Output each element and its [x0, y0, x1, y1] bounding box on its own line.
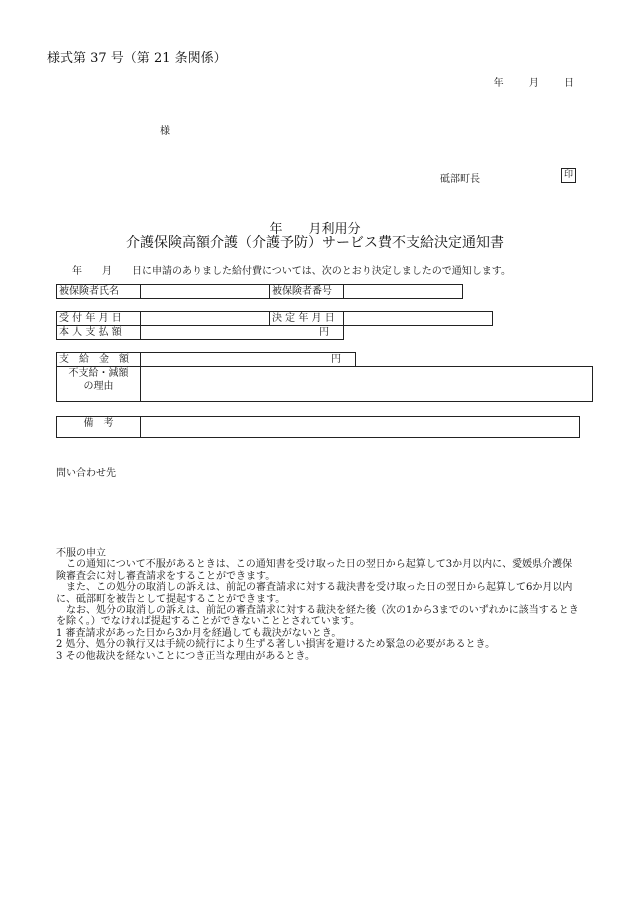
page-title: 介護保険高額介護（介護予防）サービス費不支給決定通知書	[126, 235, 504, 251]
addressee-suffix: 様	[160, 126, 170, 137]
intro-text: 年 月 日に申請のありました給付費については、次のとおり決定しましたので通知します。	[72, 266, 511, 277]
reason-label	[57, 367, 141, 402]
remarks-value	[141, 417, 580, 438]
dates-table	[56, 311, 493, 340]
insured-table	[56, 284, 463, 299]
appeal-paragraph-2: また、この処分の取消しの訴えは、前記の審査請求に対する裁決書を受け取った日の翌日から起算して6か月以内に、砥部町を被告として提起することができます。	[56, 582, 573, 605]
self-payment-blank	[344, 326, 493, 340]
appeal-item-3: 3 その他裁決を経ないことにつき正当な理由があるとき。	[56, 650, 315, 662]
payment-table	[56, 352, 593, 402]
remarks-label: 備 考	[57, 417, 141, 438]
reason-label-line1: 不支給・減額	[68, 368, 129, 379]
inquiry-label: 問い合わせ先	[56, 468, 116, 479]
insured-number-value	[344, 285, 463, 299]
insured-name-label: 被保険者氏名	[57, 285, 141, 299]
appeal-section	[56, 548, 580, 662]
receipt-date-value	[141, 312, 270, 326]
date-month: 月	[528, 78, 539, 89]
insured-name-value	[141, 285, 270, 299]
receipt-date-label: 受 付 年 月 日	[57, 312, 141, 326]
reason-value	[141, 367, 593, 402]
seal-mark: 印	[561, 168, 576, 183]
appeal-paragraph-1: この通知について不服があるときは、この通知書を受け取った日の翌日から起算して3か月以内に、愛媛県介護保険審査会に対し審査請求をすることができます。	[56, 559, 573, 582]
self-payment-label: 本 人 支 払 額	[57, 326, 141, 340]
appeal-paragraph-3: なお、処分の取消しの訴えは、前記の審査請求に対する裁決を経た後（次の1から3までのいずれかに該当するときを除く。）でなければ提起することができないこととされています。	[56, 605, 579, 628]
decision-date-label: 決 定 年 月 日	[270, 312, 344, 326]
payment-amount-yen: 円	[141, 353, 356, 367]
appeal-heading: 不服の申立	[56, 548, 106, 559]
reason-label-line2: の理由	[83, 381, 114, 392]
title-period: 年 月利用分	[269, 222, 361, 237]
date-day: 日	[564, 78, 574, 89]
decision-date-value	[344, 312, 493, 326]
self-payment-yen: 円	[141, 326, 344, 340]
payment-amount-label: 支 給 金 額	[57, 353, 141, 367]
appeal-item-1: 1 審査請求があった日から3か月を経過しても裁決がないとき。	[56, 627, 342, 639]
insured-number-label: 被保険者番号	[270, 285, 344, 299]
remarks-table	[56, 416, 580, 438]
payment-blank	[356, 353, 593, 367]
issue-date	[472, 74, 574, 89]
appeal-item-2: 2 処分、処分の執行又は手続の続行により生ずる著しい損害を避けるため緊急の必要があるとき。	[56, 639, 496, 651]
date-year: 年	[493, 78, 504, 89]
issuer-name: 砥部町長	[440, 174, 480, 185]
form-number: 様式第 37 号（第 21 条関係）	[47, 51, 227, 66]
